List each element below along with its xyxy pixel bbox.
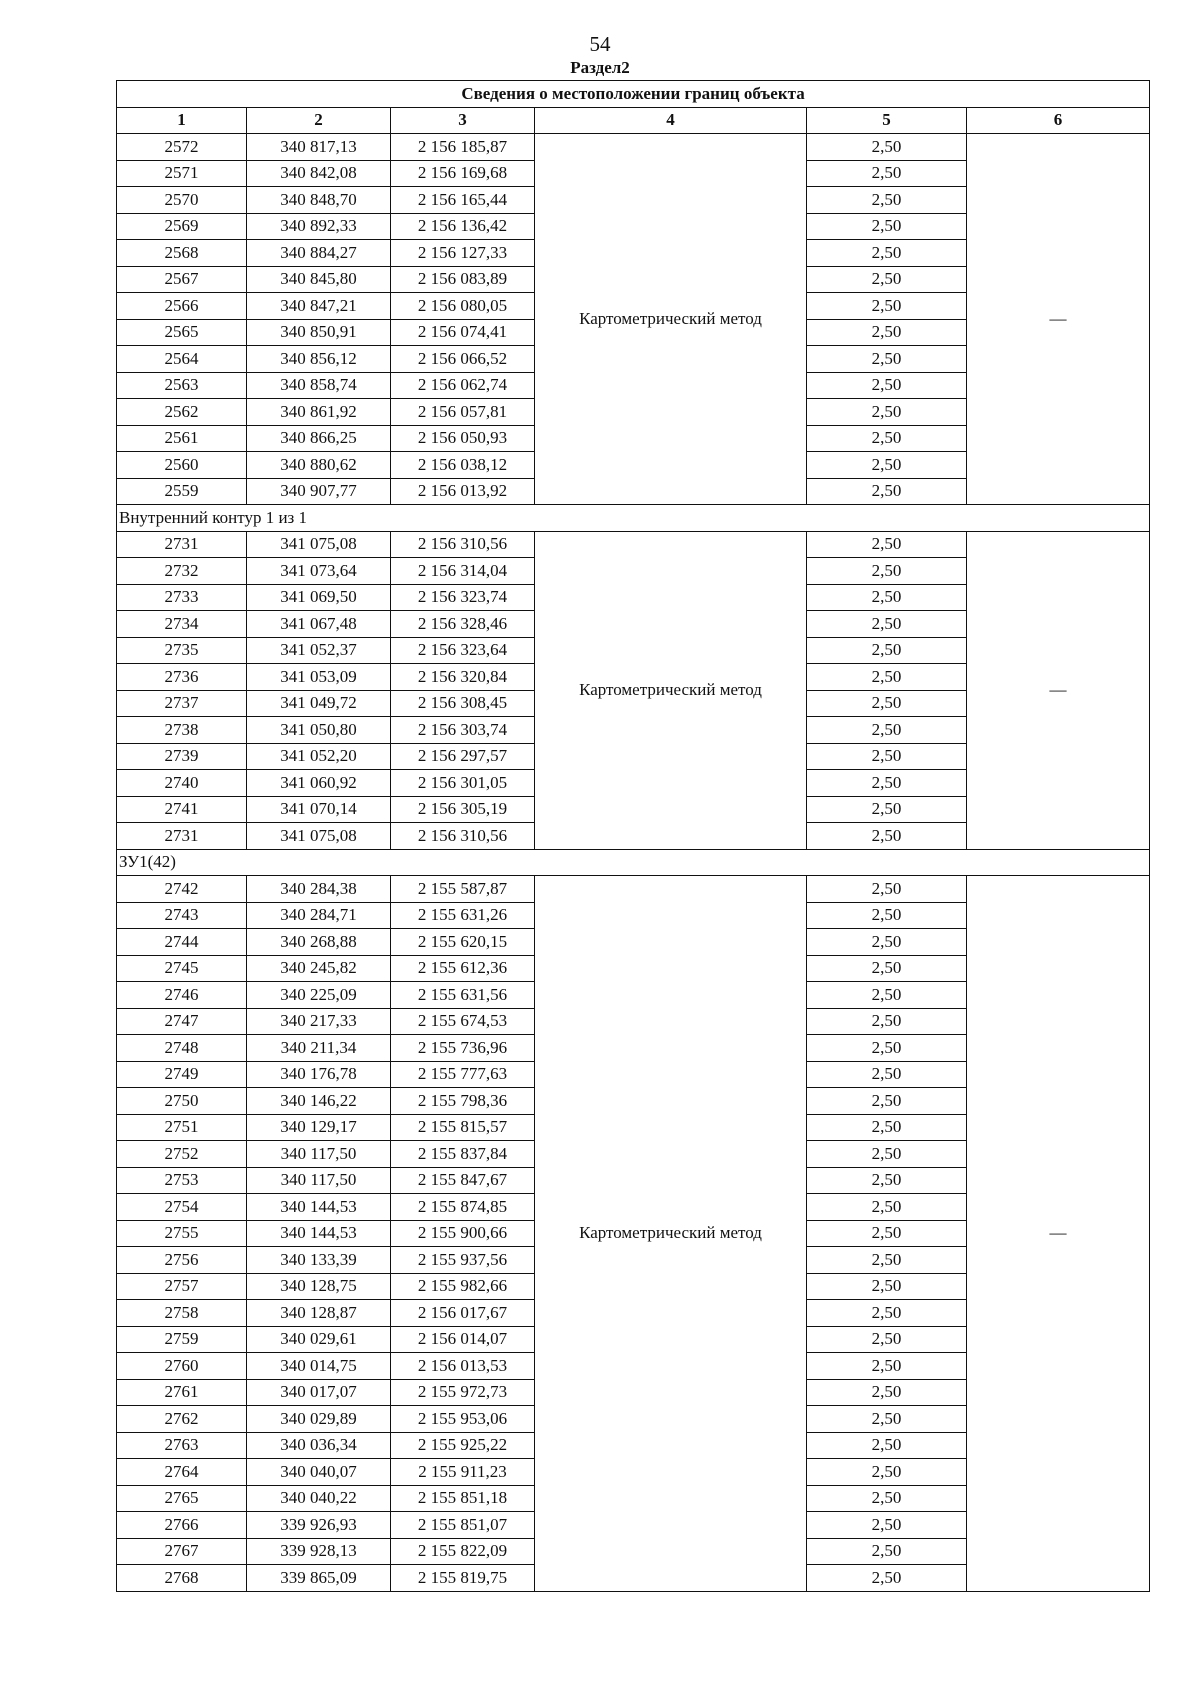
accuracy-value: 2,50 — [807, 743, 967, 770]
column-header-row — [117, 107, 1150, 134]
accuracy-value: 2,50 — [807, 319, 967, 346]
x-coordinate: 341 075,08 — [247, 531, 391, 558]
accuracy-value: 2,50 — [807, 213, 967, 240]
x-coordinate: 341 069,50 — [247, 584, 391, 611]
x-coordinate: 340 144,53 — [247, 1220, 391, 1247]
point-number: 2565 — [117, 319, 247, 346]
x-coordinate: 340 861,92 — [247, 399, 391, 426]
y-coordinate: 2 156 038,12 — [391, 452, 535, 479]
point-number: 2743 — [117, 902, 247, 929]
point-number: 2752 — [117, 1141, 247, 1168]
x-coordinate: 340 847,21 — [247, 293, 391, 320]
accuracy-value: 2,50 — [807, 160, 967, 187]
point-number: 2562 — [117, 399, 247, 426]
point-number: 2756 — [117, 1247, 247, 1274]
y-coordinate: 2 155 953,06 — [391, 1406, 535, 1433]
point-number: 2761 — [117, 1379, 247, 1406]
x-coordinate: 340 245,82 — [247, 955, 391, 982]
group-label: Внутренний контур 1 из 1 — [117, 505, 1150, 532]
x-coordinate: 340 850,91 — [247, 319, 391, 346]
point-number: 2571 — [117, 160, 247, 187]
x-coordinate: 341 049,72 — [247, 690, 391, 717]
y-coordinate: 2 156 308,45 — [391, 690, 535, 717]
point-number: 2766 — [117, 1512, 247, 1539]
x-coordinate: 340 133,39 — [247, 1247, 391, 1274]
section-title: Раздел2 — [570, 58, 630, 77]
y-coordinate: 2 155 851,07 — [391, 1512, 535, 1539]
accuracy-value: 2,50 — [807, 293, 967, 320]
y-coordinate: 2 155 937,56 — [391, 1247, 535, 1274]
accuracy-value: 2,50 — [807, 1035, 967, 1062]
y-coordinate: 2 155 620,15 — [391, 929, 535, 956]
y-coordinate: 2 155 925,22 — [391, 1432, 535, 1459]
y-coordinate: 2 155 874,85 — [391, 1194, 535, 1221]
accuracy-value: 2,50 — [807, 1088, 967, 1115]
accuracy-value: 2,50 — [807, 478, 967, 505]
point-number: 2765 — [117, 1485, 247, 1512]
x-coordinate: 340 117,50 — [247, 1167, 391, 1194]
x-coordinate: 341 075,08 — [247, 823, 391, 850]
x-coordinate: 341 050,80 — [247, 717, 391, 744]
accuracy-value: 2,50 — [807, 637, 967, 664]
point-number: 2560 — [117, 452, 247, 479]
x-coordinate: 340 176,78 — [247, 1061, 391, 1088]
point-number: 2566 — [117, 293, 247, 320]
x-coordinate: 340 017,07 — [247, 1379, 391, 1406]
point-number: 2736 — [117, 664, 247, 691]
point-number: 2753 — [117, 1167, 247, 1194]
y-coordinate: 2 156 169,68 — [391, 160, 535, 187]
accuracy-value: 2,50 — [807, 1167, 967, 1194]
accuracy-value: 2,50 — [807, 1326, 967, 1353]
point-number: 2568 — [117, 240, 247, 267]
accuracy-value: 2,50 — [807, 902, 967, 929]
column-header: 5 — [807, 107, 967, 134]
y-coordinate: 2 155 631,26 — [391, 902, 535, 929]
y-coordinate: 2 155 674,53 — [391, 1008, 535, 1035]
accuracy-value: 2,50 — [807, 1512, 967, 1539]
y-coordinate: 2 155 822,09 — [391, 1538, 535, 1565]
point-number: 2739 — [117, 743, 247, 770]
accuracy-value: 2,50 — [807, 982, 967, 1009]
point-number: 2767 — [117, 1538, 247, 1565]
accuracy-value: 2,50 — [807, 134, 967, 161]
point-number: 2738 — [117, 717, 247, 744]
point-number: 2764 — [117, 1459, 247, 1486]
x-coordinate: 340 029,61 — [247, 1326, 391, 1353]
x-coordinate: 341 073,64 — [247, 558, 391, 585]
accuracy-value: 2,50 — [807, 1300, 967, 1327]
accuracy-value: 2,50 — [807, 1194, 967, 1221]
point-number: 2760 — [117, 1353, 247, 1380]
x-coordinate: 341 052,37 — [247, 637, 391, 664]
x-coordinate: 340 014,75 — [247, 1353, 391, 1380]
x-coordinate: 340 866,25 — [247, 425, 391, 452]
y-coordinate: 2 155 847,67 — [391, 1167, 535, 1194]
y-coordinate: 2 156 310,56 — [391, 823, 535, 850]
y-coordinate: 2 155 900,66 — [391, 1220, 535, 1247]
point-number: 2733 — [117, 584, 247, 611]
accuracy-value: 2,50 — [807, 1353, 967, 1380]
y-coordinate: 2 155 819,75 — [391, 1565, 535, 1592]
column-header: 6 — [967, 107, 1150, 134]
point-number: 2570 — [117, 187, 247, 214]
x-coordinate: 339 926,93 — [247, 1512, 391, 1539]
point-number: 2737 — [117, 690, 247, 717]
x-coordinate: 340 817,13 — [247, 134, 391, 161]
point-number: 2731 — [117, 531, 247, 558]
point-number: 2763 — [117, 1432, 247, 1459]
y-coordinate: 2 156 062,74 — [391, 372, 535, 399]
x-coordinate: 340 284,71 — [247, 902, 391, 929]
accuracy-value: 2,50 — [807, 796, 967, 823]
accuracy-value: 2,50 — [807, 266, 967, 293]
y-coordinate: 2 156 320,84 — [391, 664, 535, 691]
group-label-row — [117, 505, 1150, 532]
x-coordinate: 340 211,34 — [247, 1035, 391, 1062]
accuracy-value: 2,50 — [807, 1273, 967, 1300]
x-coordinate: 340 128,87 — [247, 1300, 391, 1327]
x-coordinate: 340 848,70 — [247, 187, 391, 214]
point-number: 2735 — [117, 637, 247, 664]
point-number: 2742 — [117, 876, 247, 903]
point-number: 2746 — [117, 982, 247, 1009]
y-coordinate: 2 156 297,57 — [391, 743, 535, 770]
accuracy-value: 2,50 — [807, 1538, 967, 1565]
y-coordinate: 2 156 013,53 — [391, 1353, 535, 1380]
point-number: 2740 — [117, 770, 247, 797]
y-coordinate: 2 155 777,63 — [391, 1061, 535, 1088]
y-coordinate: 2 156 314,04 — [391, 558, 535, 585]
y-coordinate: 2 156 301,05 — [391, 770, 535, 797]
boundary-note: — — [967, 531, 1150, 849]
point-number: 2569 — [117, 213, 247, 240]
y-coordinate: 2 156 165,44 — [391, 187, 535, 214]
point-number: 2749 — [117, 1061, 247, 1088]
point-number: 2731 — [117, 823, 247, 850]
group-label: ЗУ1(42) — [117, 849, 1150, 876]
y-coordinate: 2 156 074,41 — [391, 319, 535, 346]
accuracy-value: 2,50 — [807, 955, 967, 982]
accuracy-value: 2,50 — [807, 717, 967, 744]
accuracy-value: 2,50 — [807, 1485, 967, 1512]
accuracy-value: 2,50 — [807, 1247, 967, 1274]
accuracy-value: 2,50 — [807, 611, 967, 638]
point-number: 2754 — [117, 1194, 247, 1221]
y-coordinate: 2 155 631,56 — [391, 982, 535, 1009]
y-coordinate: 2 156 066,52 — [391, 346, 535, 373]
accuracy-value: 2,50 — [807, 452, 967, 479]
x-coordinate: 340 146,22 — [247, 1088, 391, 1115]
accuracy-value: 2,50 — [807, 1459, 967, 1486]
y-coordinate: 2 156 303,74 — [391, 717, 535, 744]
x-coordinate: 340 117,50 — [247, 1141, 391, 1168]
y-coordinate: 2 156 328,46 — [391, 611, 535, 638]
point-number: 2561 — [117, 425, 247, 452]
table-body — [117, 134, 1150, 1592]
y-coordinate: 2 156 057,81 — [391, 399, 535, 426]
x-coordinate: 340 284,38 — [247, 876, 391, 903]
y-coordinate: 2 155 587,87 — [391, 876, 535, 903]
accuracy-value: 2,50 — [807, 584, 967, 611]
x-coordinate: 339 928,13 — [247, 1538, 391, 1565]
y-coordinate: 2 156 136,42 — [391, 213, 535, 240]
accuracy-value: 2,50 — [807, 823, 967, 850]
y-coordinate: 2 155 837,84 — [391, 1141, 535, 1168]
x-coordinate: 340 029,89 — [247, 1406, 391, 1433]
x-coordinate: 341 070,14 — [247, 796, 391, 823]
point-number: 2745 — [117, 955, 247, 982]
x-coordinate: 340 884,27 — [247, 240, 391, 267]
x-coordinate: 340 858,74 — [247, 372, 391, 399]
point-number: 2751 — [117, 1114, 247, 1141]
accuracy-value: 2,50 — [807, 1406, 967, 1433]
accuracy-value: 2,50 — [807, 1379, 967, 1406]
table-row — [117, 876, 1150, 903]
x-coordinate: 340 268,88 — [247, 929, 391, 956]
x-coordinate: 340 040,22 — [247, 1485, 391, 1512]
point-number: 2762 — [117, 1406, 247, 1433]
y-coordinate: 2 156 014,07 — [391, 1326, 535, 1353]
column-header: 1 — [117, 107, 247, 134]
y-coordinate: 2 155 851,18 — [391, 1485, 535, 1512]
determination-method: Картометрический метод — [535, 876, 807, 1592]
x-coordinate: 340 907,77 — [247, 478, 391, 505]
x-coordinate: 341 053,09 — [247, 664, 391, 691]
point-number: 2734 — [117, 611, 247, 638]
x-coordinate: 340 036,34 — [247, 1432, 391, 1459]
y-coordinate: 2 156 185,87 — [391, 134, 535, 161]
y-coordinate: 2 155 798,36 — [391, 1088, 535, 1115]
group-label-row — [117, 849, 1150, 876]
accuracy-value: 2,50 — [807, 1114, 967, 1141]
y-coordinate: 2 155 982,66 — [391, 1273, 535, 1300]
accuracy-value: 2,50 — [807, 531, 967, 558]
x-coordinate: 339 865,09 — [247, 1565, 391, 1592]
point-number: 2759 — [117, 1326, 247, 1353]
accuracy-value: 2,50 — [807, 425, 967, 452]
y-coordinate: 2 156 310,56 — [391, 531, 535, 558]
x-coordinate: 340 040,07 — [247, 1459, 391, 1486]
y-coordinate: 2 155 911,23 — [391, 1459, 535, 1486]
boundary-note: — — [967, 876, 1150, 1592]
determination-method: Картометрический метод — [535, 134, 807, 505]
x-coordinate: 340 217,33 — [247, 1008, 391, 1035]
accuracy-value: 2,50 — [807, 187, 967, 214]
x-coordinate: 340 128,75 — [247, 1273, 391, 1300]
accuracy-value: 2,50 — [807, 399, 967, 426]
y-coordinate: 2 156 323,64 — [391, 637, 535, 664]
boundary-note: — — [967, 134, 1150, 505]
x-coordinate: 341 060,92 — [247, 770, 391, 797]
y-coordinate: 2 156 305,19 — [391, 796, 535, 823]
accuracy-value: 2,50 — [807, 1432, 967, 1459]
accuracy-value: 2,50 — [807, 770, 967, 797]
y-coordinate: 2 156 083,89 — [391, 266, 535, 293]
y-coordinate: 2 156 050,93 — [391, 425, 535, 452]
accuracy-value: 2,50 — [807, 1141, 967, 1168]
x-coordinate: 341 052,20 — [247, 743, 391, 770]
column-header: 4 — [535, 107, 807, 134]
point-number: 2748 — [117, 1035, 247, 1062]
point-number: 2757 — [117, 1273, 247, 1300]
y-coordinate: 2 155 736,96 — [391, 1035, 535, 1062]
point-number: 2744 — [117, 929, 247, 956]
page-number: 54 — [589, 32, 611, 56]
point-number: 2572 — [117, 134, 247, 161]
table-caption-row — [117, 81, 1150, 108]
point-number: 2564 — [117, 346, 247, 373]
x-coordinate: 340 845,80 — [247, 266, 391, 293]
accuracy-value: 2,50 — [807, 876, 967, 903]
column-header: 3 — [391, 107, 535, 134]
point-number: 2758 — [117, 1300, 247, 1327]
table-caption: Сведения о местоположении границ объекта — [117, 81, 1150, 108]
x-coordinate: 340 842,08 — [247, 160, 391, 187]
point-number: 2750 — [117, 1088, 247, 1115]
y-coordinate: 2 155 612,36 — [391, 955, 535, 982]
x-coordinate: 340 129,17 — [247, 1114, 391, 1141]
y-coordinate: 2 155 815,57 — [391, 1114, 535, 1141]
accuracy-value: 2,50 — [807, 1220, 967, 1247]
point-number: 2563 — [117, 372, 247, 399]
point-number: 2768 — [117, 1565, 247, 1592]
y-coordinate: 2 156 013,92 — [391, 478, 535, 505]
table-row — [117, 134, 1150, 161]
y-coordinate: 2 156 323,74 — [391, 584, 535, 611]
y-coordinate: 2 155 972,73 — [391, 1379, 535, 1406]
accuracy-value: 2,50 — [807, 690, 967, 717]
x-coordinate: 341 067,48 — [247, 611, 391, 638]
column-header: 2 — [247, 107, 391, 134]
point-number: 2559 — [117, 478, 247, 505]
x-coordinate: 340 880,62 — [247, 452, 391, 479]
accuracy-value: 2,50 — [807, 664, 967, 691]
point-number: 2741 — [117, 796, 247, 823]
accuracy-value: 2,50 — [807, 240, 967, 267]
accuracy-value: 2,50 — [807, 929, 967, 956]
accuracy-value: 2,50 — [807, 1565, 967, 1592]
accuracy-value: 2,50 — [807, 558, 967, 585]
x-coordinate: 340 856,12 — [247, 346, 391, 373]
point-number: 2567 — [117, 266, 247, 293]
point-number: 2732 — [117, 558, 247, 585]
determination-method: Картометрический метод — [535, 531, 807, 849]
accuracy-value: 2,50 — [807, 1008, 967, 1035]
y-coordinate: 2 156 127,33 — [391, 240, 535, 267]
point-number: 2747 — [117, 1008, 247, 1035]
boundary-coordinates-table — [116, 80, 1150, 1592]
accuracy-value: 2,50 — [807, 1061, 967, 1088]
x-coordinate: 340 225,09 — [247, 982, 391, 1009]
y-coordinate: 2 156 080,05 — [391, 293, 535, 320]
y-coordinate: 2 156 017,67 — [391, 1300, 535, 1327]
x-coordinate: 340 892,33 — [247, 213, 391, 240]
table-row — [117, 531, 1150, 558]
accuracy-value: 2,50 — [807, 372, 967, 399]
point-number: 2755 — [117, 1220, 247, 1247]
accuracy-value: 2,50 — [807, 346, 967, 373]
x-coordinate: 340 144,53 — [247, 1194, 391, 1221]
